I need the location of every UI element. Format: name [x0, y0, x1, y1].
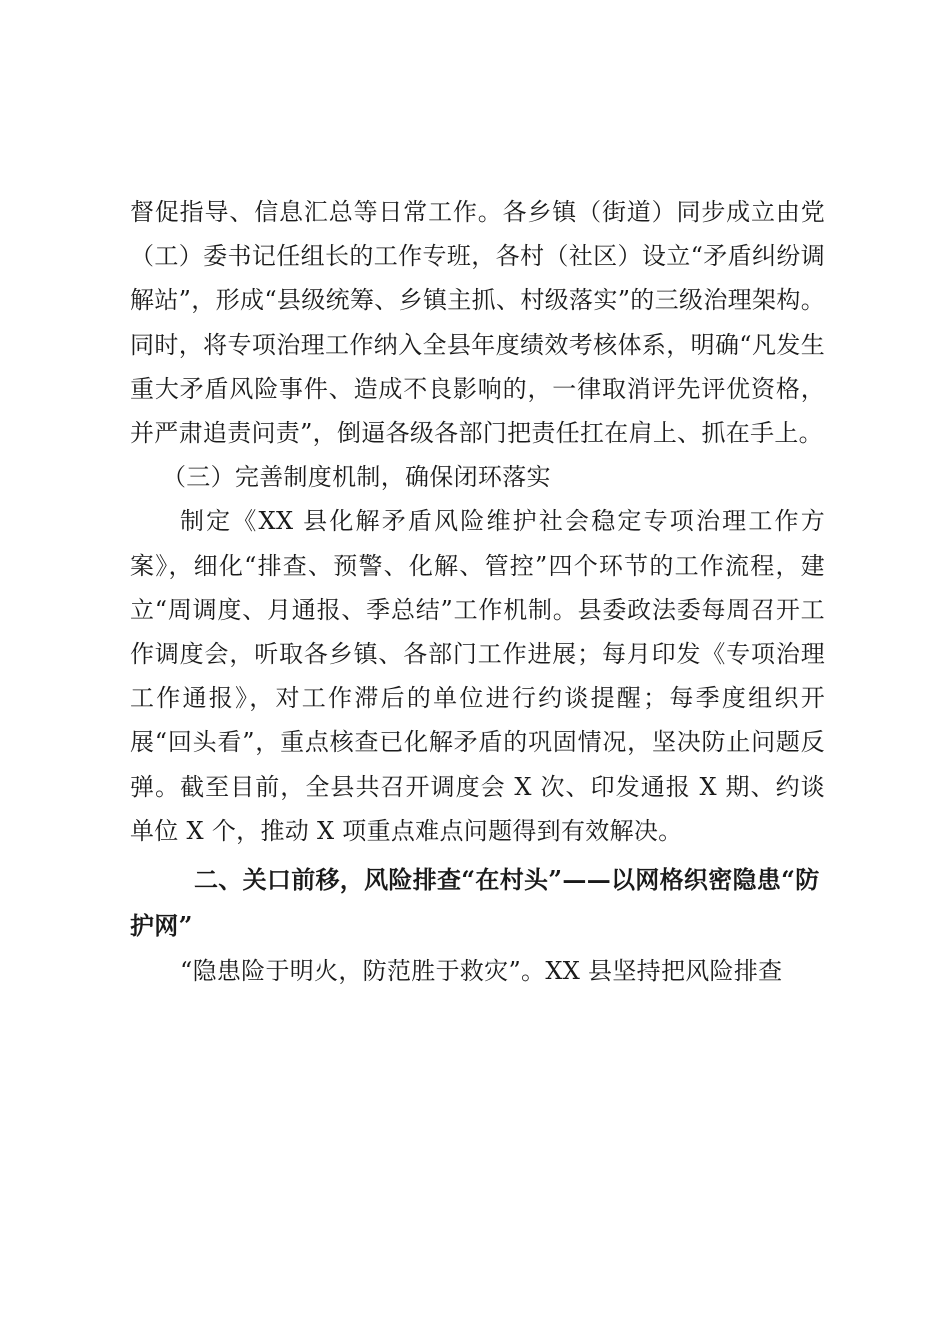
document-body: [130, 190, 825, 993]
section-heading: 二、关口前移，风险排查“在村头”——以网格织密隐患“防护网”: [130, 865, 820, 941]
section-subheading: （三）完善制度机制，确保闭环落实: [162, 463, 551, 492]
paragraph-body-continued: 督促指导、信息汇总等日常工作。各乡镇（街道）同步成立由党（工）委书记任组长的工作专班，各村（社区）设立“矛盾纠纷调解站”，形成“县级统筹、乡镇主抓、村级落实”的三级治理架构。同时，将专项治理工作纳入全县年度绩效考核体系，明确“凡发生重大矛盾风险事件、造成不良影响的，一律取消评先评优资格，并严肃追责问责”，倒逼各级各部门把责任扛在肩上、抓在手上。: [130, 198, 825, 448]
paragraph-body: 制定《XX 县化解矛盾风险维护社会稳定专项治理工作方案》，细化“排查、预警、化解、管控”四个环节的工作流程，建立“周调度、月通报、季总结”工作机制。县委政法委每周召开工作调度会，听取各乡镇、各部门工作进展；每月印发《专项治理工作通报》，对工作滞后的单位进行约谈提醒；每季度组织开展“回头看”，重点核查已化解矛盾的巩固情况，坚决防止问题反弹。截至目前，全县共召开调度会 X 次、印发通报 X 期、约谈单位 X 个，推动 X 项重点难点问题得到有效解决。: [130, 507, 825, 845]
paragraph-body: “隐患险于明火，防范胜于救灾”。XX 县坚持把风险排查: [180, 957, 783, 986]
